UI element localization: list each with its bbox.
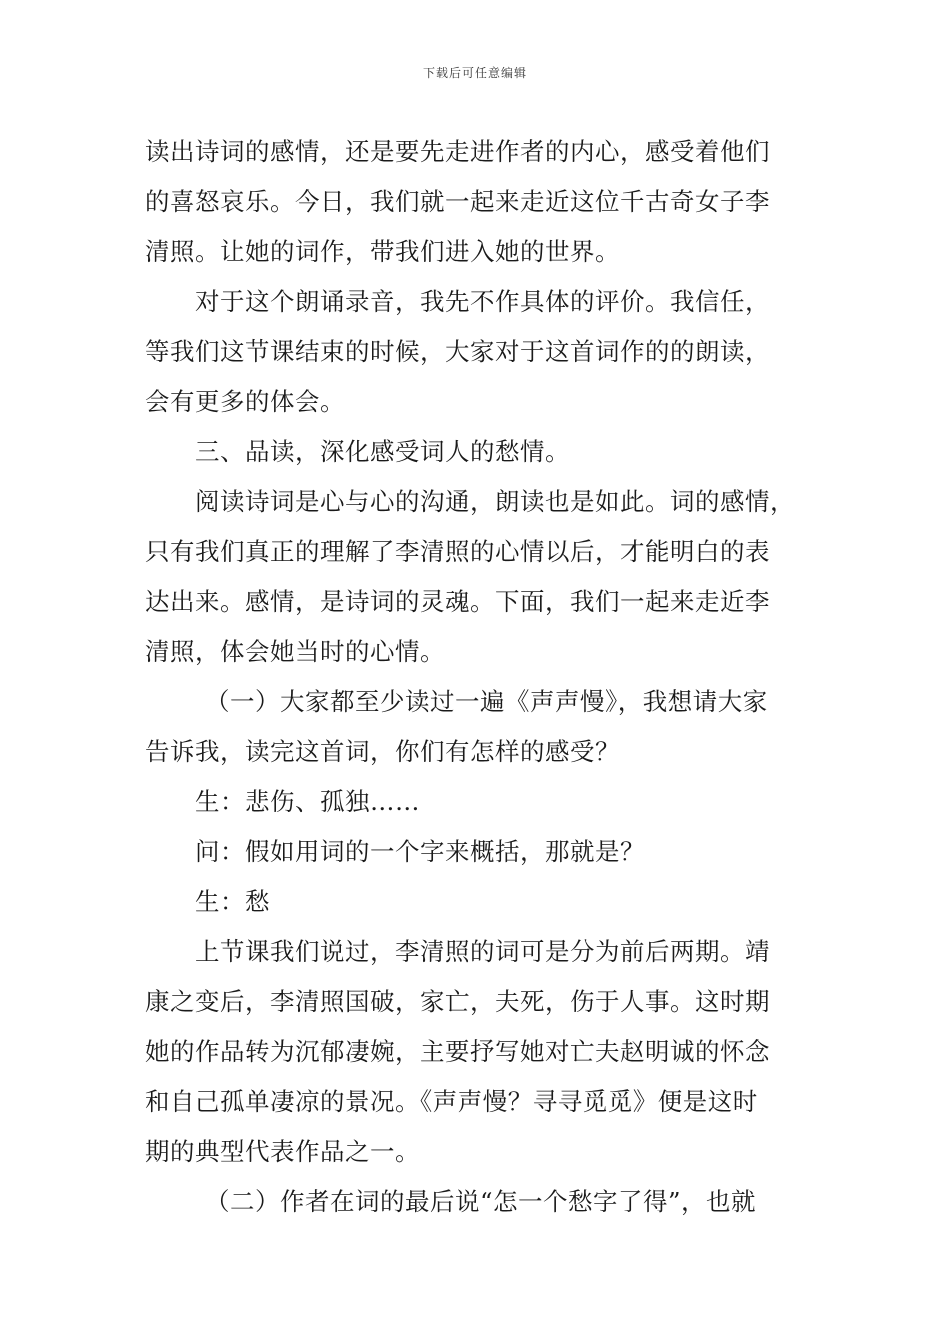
paragraph-line: 她的作品转为沉郁凄婉，主要抒写她对亡夫赵明诚的怀念 (145, 1037, 770, 1066)
paragraph-line: 读出诗词的感情，还是要先走进作者的内心，感受着他们 (145, 137, 770, 166)
dialogue-line: 生：悲伤、孤独…… (195, 787, 420, 816)
paragraph-line: 康之变后，李清照国破，家亡，夫死，伤于人事。这时期 (145, 987, 770, 1016)
paragraph-line: （一）大家都至少读过一遍《声声慢》，我想请大家 (205, 687, 768, 716)
paragraph-line: 达出来。感情，是诗词的灵魂。下面，我们一起来走近李 (145, 587, 770, 616)
paragraph-line: 和自己孤单凄凉的景况。《声声慢？寻寻觅觅》便是这时 (145, 1087, 758, 1116)
section-heading: 三、品读，深化感受词人的愁情。 (195, 437, 570, 466)
paragraph-line: 阅读诗词是心与心的沟通，朗读也是如此。词的感情， (195, 487, 795, 516)
paragraph-line: 会有更多的体会。 (145, 387, 345, 416)
paragraph-line: 告诉我，读完这首词，你们有怎样的感受？ (145, 737, 620, 766)
paragraph-line: 对于这个朗诵录音，我先不作具体的评价。我信任， (195, 287, 770, 316)
paragraph-line: 等我们这节课结束的时候，大家对于这首词作的的朗读， (145, 337, 770, 366)
page-header: 下载后可任意编辑 (422, 66, 527, 80)
paragraph-line: 清照，体会她当时的心情。 (145, 637, 445, 666)
paragraph-line: 只有我们真正的理解了李清照的心情以后，才能明白的表 (145, 537, 770, 566)
paragraph-line: 上节课我们说过，李清照的词可是分为前后两期。靖 (195, 937, 770, 966)
dialogue-line: 问：假如用词的一个字来概括，那就是？ (195, 837, 645, 866)
document-body (145, 127, 825, 1227)
dialogue-line: 生：愁 (195, 887, 270, 916)
paragraph-line: （二）作者在词的最后说“怎一个愁字了得”，也就 (205, 1187, 757, 1216)
paragraph-line: 清照。让她的词作，带我们进入她的世界。 (145, 237, 620, 266)
paragraph-line: 期的典型代表作品之一。 (145, 1137, 420, 1166)
paragraph-line: 的喜怒哀乐。今日，我们就一起来走近这位千古奇女子李 (145, 187, 770, 216)
